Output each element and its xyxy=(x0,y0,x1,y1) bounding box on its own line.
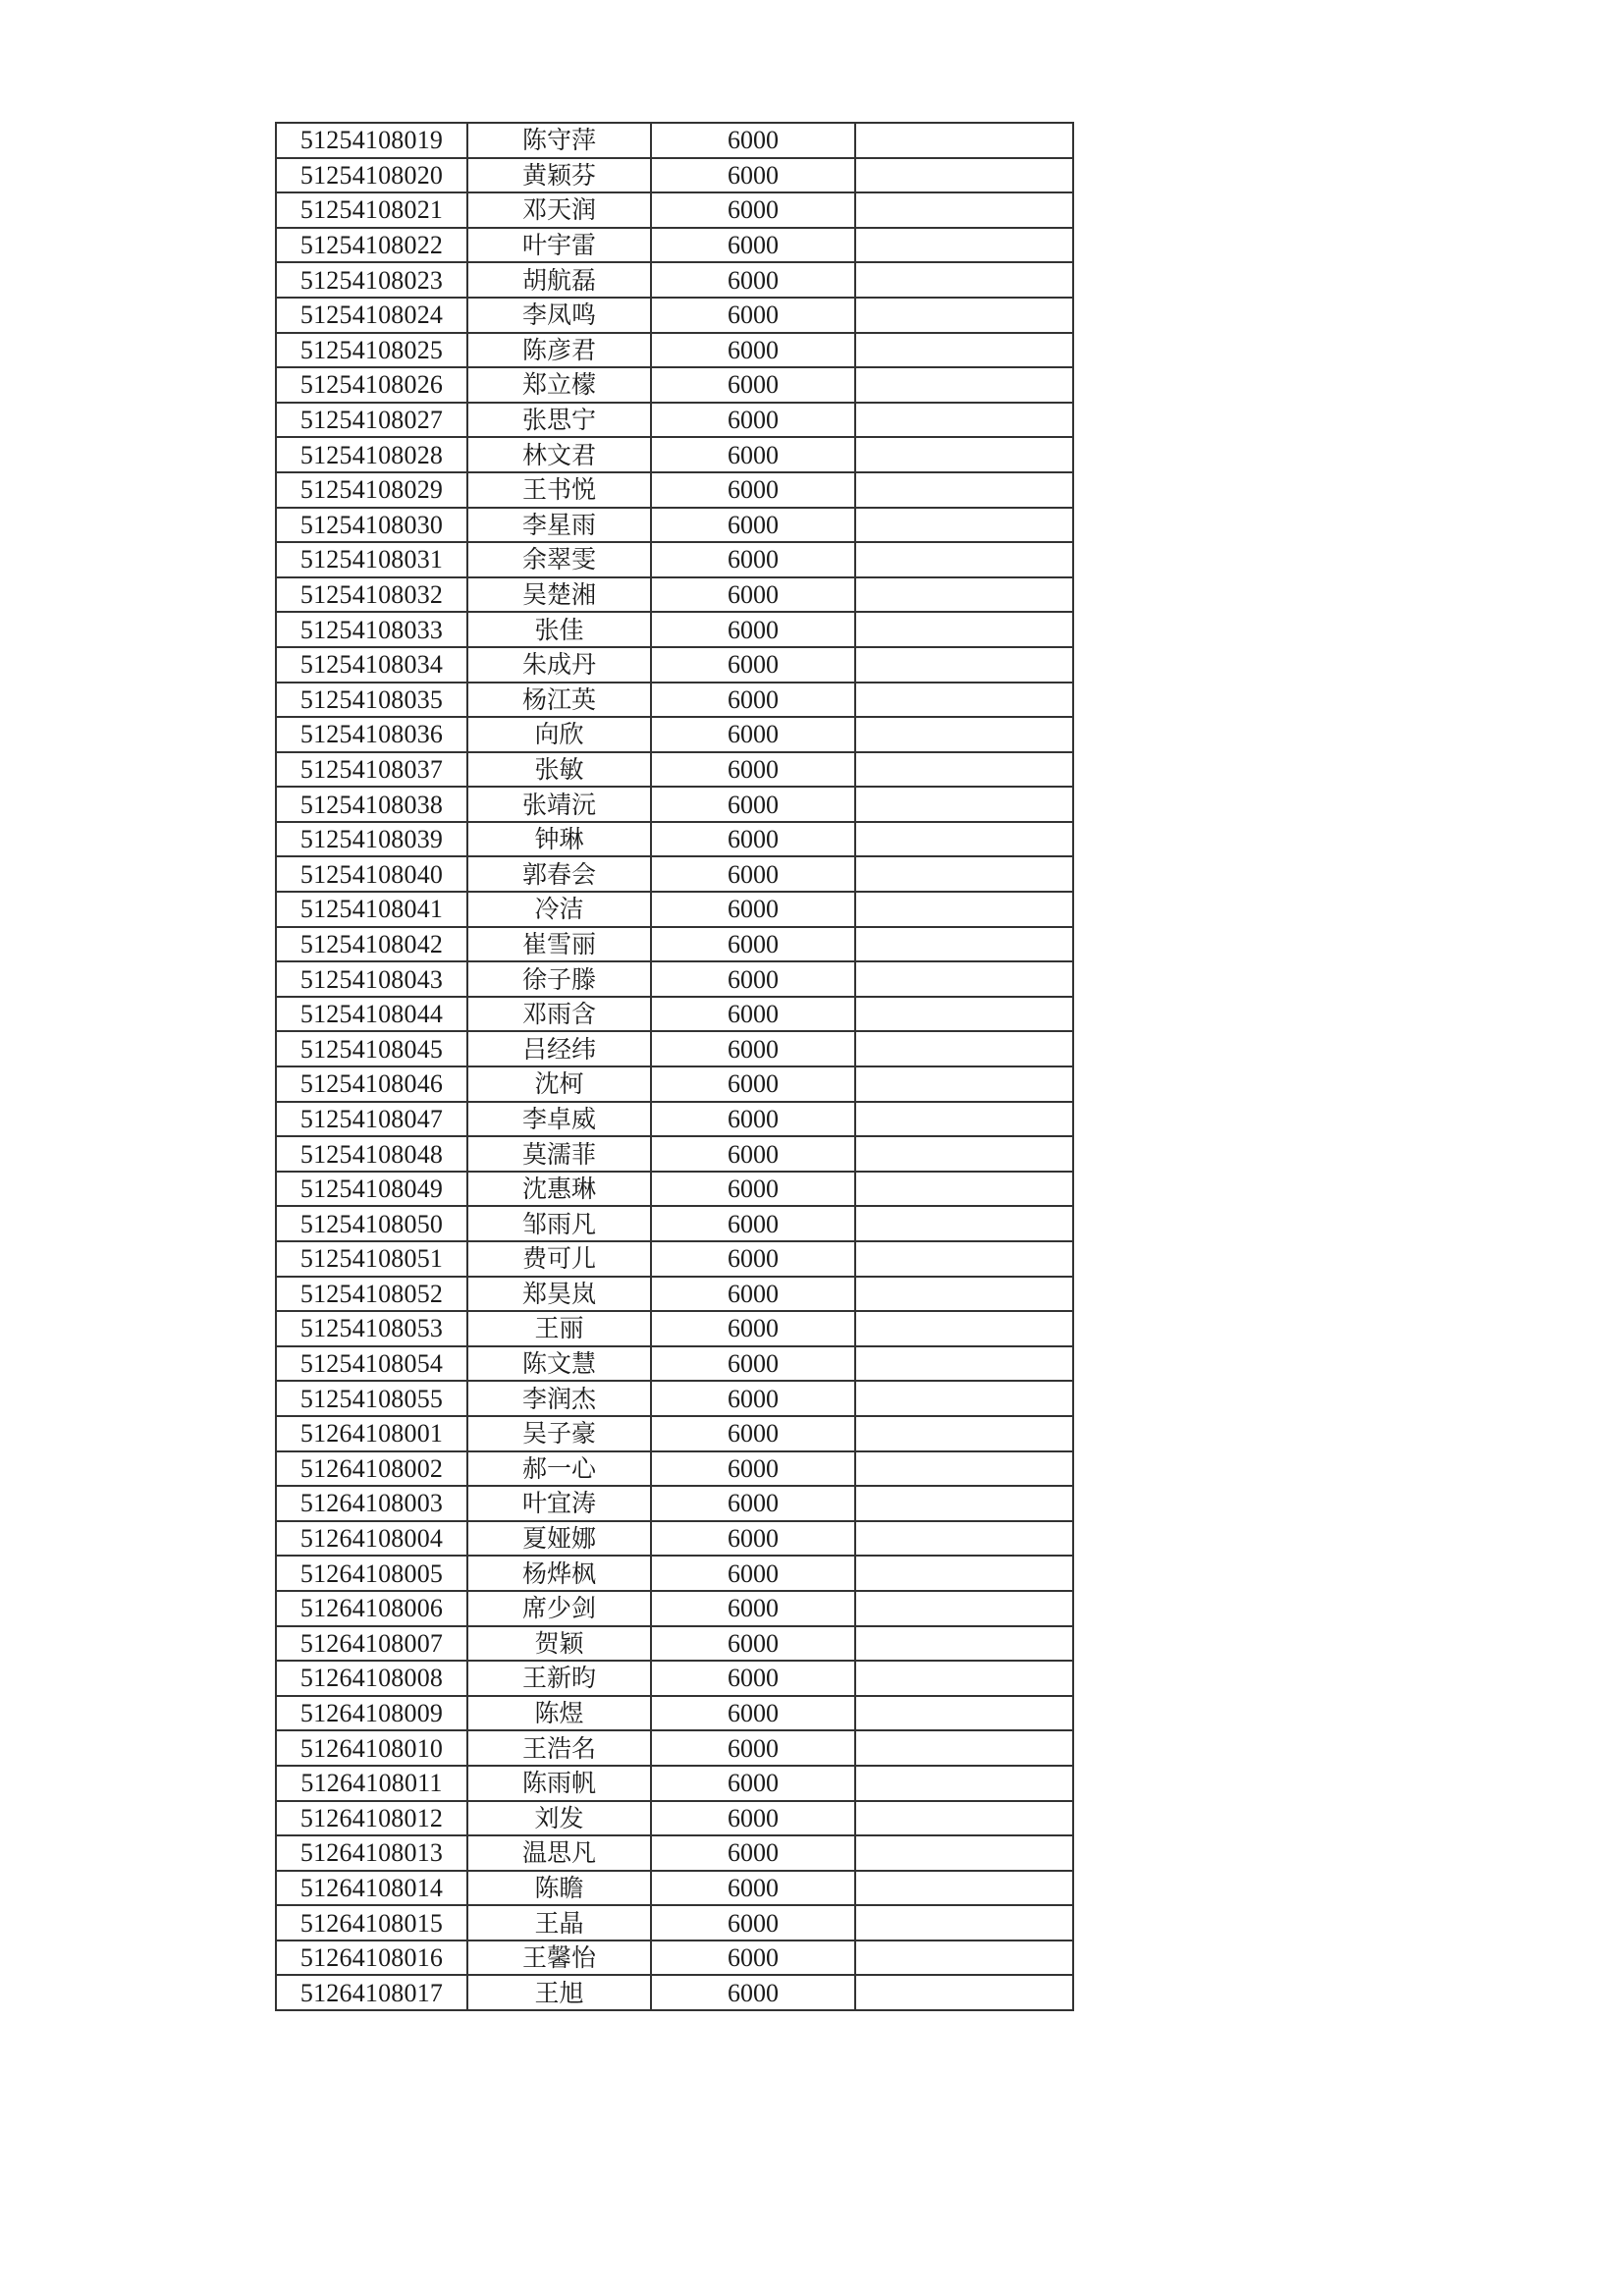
amount-cell: 6000 xyxy=(651,123,855,158)
note-cell xyxy=(855,1136,1073,1172)
note-cell xyxy=(855,612,1073,647)
student-name-cell: 陈煜 xyxy=(467,1696,651,1731)
table-row xyxy=(276,997,1073,1032)
table-row xyxy=(276,403,1073,438)
note-cell xyxy=(855,1801,1073,1836)
note-cell xyxy=(855,367,1073,403)
table-row xyxy=(276,192,1073,228)
amount-cell: 6000 xyxy=(651,1835,855,1871)
note-cell xyxy=(855,123,1073,158)
student-id-cell: 51254108052 xyxy=(276,1277,467,1312)
student-name-cell: 李润杰 xyxy=(467,1381,651,1416)
amount-cell: 6000 xyxy=(651,1172,855,1207)
note-cell xyxy=(855,298,1073,333)
student-id-cell: 51264108005 xyxy=(276,1556,467,1591)
student-name-cell: 向欣 xyxy=(467,717,651,752)
amount-cell: 6000 xyxy=(651,787,855,822)
table-row xyxy=(276,612,1073,647)
amount-cell: 6000 xyxy=(651,1277,855,1312)
student-name-cell: 陈守萍 xyxy=(467,123,651,158)
table-row xyxy=(276,1206,1073,1241)
student-name-cell: 余翠雯 xyxy=(467,542,651,577)
student-name-cell: 邓雨含 xyxy=(467,997,651,1032)
student-name-cell: 叶宇雷 xyxy=(467,228,651,263)
note-cell xyxy=(855,1696,1073,1731)
table-row xyxy=(276,1381,1073,1416)
student-name-cell: 林文君 xyxy=(467,437,651,472)
student-id-cell: 51254108049 xyxy=(276,1172,467,1207)
note-cell xyxy=(855,472,1073,508)
student-id-cell: 51254108050 xyxy=(276,1206,467,1241)
amount-cell: 6000 xyxy=(651,403,855,438)
note-cell xyxy=(855,683,1073,718)
note-cell xyxy=(855,1486,1073,1521)
table-row xyxy=(276,1730,1073,1766)
student-name-cell: 王书悦 xyxy=(467,472,651,508)
table-row xyxy=(276,647,1073,683)
note-cell xyxy=(855,1241,1073,1277)
note-cell xyxy=(855,717,1073,752)
student-name-cell: 王晶 xyxy=(467,1905,651,1941)
amount-cell: 6000 xyxy=(651,1730,855,1766)
student-id-cell: 51254108040 xyxy=(276,856,467,892)
student-name-cell: 费可儿 xyxy=(467,1241,651,1277)
student-name-cell: 陈雨帆 xyxy=(467,1766,651,1801)
table-row xyxy=(276,508,1073,543)
note-cell xyxy=(855,158,1073,193)
student-id-cell: 51254108046 xyxy=(276,1066,467,1102)
student-name-cell: 夏娅娜 xyxy=(467,1521,651,1557)
amount-cell: 6000 xyxy=(651,1766,855,1801)
table-row xyxy=(276,1591,1073,1626)
student-id-cell: 51254108027 xyxy=(276,403,467,438)
note-cell xyxy=(855,228,1073,263)
student-id-cell: 51264108002 xyxy=(276,1451,467,1487)
table-row xyxy=(276,1975,1073,2010)
note-cell xyxy=(855,1311,1073,1346)
note-cell xyxy=(855,1975,1073,2010)
student-id-cell: 51264108004 xyxy=(276,1521,467,1557)
student-id-cell: 51264108001 xyxy=(276,1416,467,1451)
table-row xyxy=(276,1451,1073,1487)
table-row xyxy=(276,228,1073,263)
table-row xyxy=(276,1556,1073,1591)
note-cell xyxy=(855,856,1073,892)
note-cell xyxy=(855,1556,1073,1591)
note-cell xyxy=(855,437,1073,472)
note-cell xyxy=(855,1031,1073,1066)
student-id-cell: 51254108029 xyxy=(276,472,467,508)
student-roster-table xyxy=(275,122,1074,2011)
student-name-cell: 张佳 xyxy=(467,612,651,647)
note-cell xyxy=(855,262,1073,298)
student-name-cell: 邓天润 xyxy=(467,192,651,228)
student-name-cell: 莫濡菲 xyxy=(467,1136,651,1172)
student-id-cell: 51254108041 xyxy=(276,892,467,927)
student-name-cell: 郑昊岚 xyxy=(467,1277,651,1312)
note-cell xyxy=(855,1206,1073,1241)
amount-cell: 6000 xyxy=(651,612,855,647)
student-name-cell: 贺颖 xyxy=(467,1626,651,1662)
amount-cell: 6000 xyxy=(651,577,855,613)
student-id-cell: 51264108015 xyxy=(276,1905,467,1941)
amount-cell: 6000 xyxy=(651,1521,855,1557)
table-row xyxy=(276,927,1073,962)
table-row xyxy=(276,1661,1073,1696)
student-id-cell: 51254108054 xyxy=(276,1346,467,1382)
amount-cell: 6000 xyxy=(651,1031,855,1066)
table-row xyxy=(276,1416,1073,1451)
roster-body xyxy=(276,123,1073,2010)
amount-cell: 6000 xyxy=(651,1136,855,1172)
note-cell xyxy=(855,1941,1073,1976)
student-id-cell: 51254108024 xyxy=(276,298,467,333)
amount-cell: 6000 xyxy=(651,927,855,962)
amount-cell: 6000 xyxy=(651,298,855,333)
amount-cell: 6000 xyxy=(651,647,855,683)
student-name-cell: 冷洁 xyxy=(467,892,651,927)
student-id-cell: 51254108032 xyxy=(276,577,467,613)
note-cell xyxy=(855,1591,1073,1626)
student-id-cell: 51254108026 xyxy=(276,367,467,403)
amount-cell: 6000 xyxy=(651,192,855,228)
note-cell xyxy=(855,997,1073,1032)
amount-cell: 6000 xyxy=(651,1381,855,1416)
table-row xyxy=(276,1066,1073,1102)
student-id-cell: 51264108011 xyxy=(276,1766,467,1801)
amount-cell: 6000 xyxy=(651,508,855,543)
note-cell xyxy=(855,542,1073,577)
amount-cell: 6000 xyxy=(651,1311,855,1346)
student-name-cell: 李卓威 xyxy=(467,1102,651,1137)
amount-cell: 6000 xyxy=(651,822,855,857)
table-row xyxy=(276,752,1073,788)
amount-cell: 6000 xyxy=(651,1451,855,1487)
student-name-cell: 陈彦君 xyxy=(467,333,651,368)
student-name-cell: 朱成丹 xyxy=(467,647,651,683)
amount-cell: 6000 xyxy=(651,1416,855,1451)
note-cell xyxy=(855,1626,1073,1662)
table-row xyxy=(276,1277,1073,1312)
amount-cell: 6000 xyxy=(651,472,855,508)
amount-cell: 6000 xyxy=(651,542,855,577)
table-row xyxy=(276,1905,1073,1941)
student-id-cell: 51254108021 xyxy=(276,192,467,228)
table-row xyxy=(276,1801,1073,1836)
amount-cell: 6000 xyxy=(651,717,855,752)
student-name-cell: 张靖沅 xyxy=(467,787,651,822)
note-cell xyxy=(855,961,1073,997)
student-id-cell: 51254108055 xyxy=(276,1381,467,1416)
student-name-cell: 张思宁 xyxy=(467,403,651,438)
table-row xyxy=(276,262,1073,298)
student-id-cell: 51264108014 xyxy=(276,1871,467,1906)
amount-cell: 6000 xyxy=(651,1975,855,2010)
student-id-cell: 51254108020 xyxy=(276,158,467,193)
amount-cell: 6000 xyxy=(651,158,855,193)
student-name-cell: 黄颖芬 xyxy=(467,158,651,193)
amount-cell: 6000 xyxy=(651,856,855,892)
student-name-cell: 叶宜涛 xyxy=(467,1486,651,1521)
student-name-cell: 吴子豪 xyxy=(467,1416,651,1451)
note-cell xyxy=(855,1346,1073,1382)
student-name-cell: 王浩名 xyxy=(467,1730,651,1766)
amount-cell: 6000 xyxy=(651,997,855,1032)
table-row xyxy=(276,1835,1073,1871)
student-id-cell: 51254108036 xyxy=(276,717,467,752)
table-row xyxy=(276,472,1073,508)
note-cell xyxy=(855,577,1073,613)
student-id-cell: 51254108035 xyxy=(276,683,467,718)
table-row xyxy=(276,1102,1073,1137)
student-name-cell: 张敏 xyxy=(467,752,651,788)
student-name-cell: 郭春会 xyxy=(467,856,651,892)
student-name-cell: 刘发 xyxy=(467,1801,651,1836)
student-name-cell: 徐子滕 xyxy=(467,961,651,997)
student-name-cell: 杨江英 xyxy=(467,683,651,718)
amount-cell: 6000 xyxy=(651,1556,855,1591)
student-id-cell: 51254108044 xyxy=(276,997,467,1032)
table-row xyxy=(276,1172,1073,1207)
student-id-cell: 51254108025 xyxy=(276,333,467,368)
amount-cell: 6000 xyxy=(651,1346,855,1382)
student-name-cell: 崔雪丽 xyxy=(467,927,651,962)
note-cell xyxy=(855,1416,1073,1451)
note-cell xyxy=(855,1835,1073,1871)
note-cell xyxy=(855,1766,1073,1801)
table-row xyxy=(276,1241,1073,1277)
amount-cell: 6000 xyxy=(651,1661,855,1696)
student-id-cell: 51254108038 xyxy=(276,787,467,822)
amount-cell: 6000 xyxy=(651,961,855,997)
table-row xyxy=(276,1486,1073,1521)
amount-cell: 6000 xyxy=(651,262,855,298)
student-id-cell: 51254108051 xyxy=(276,1241,467,1277)
student-id-cell: 51254108019 xyxy=(276,123,467,158)
note-cell xyxy=(855,1730,1073,1766)
student-id-cell: 51254108028 xyxy=(276,437,467,472)
table-row xyxy=(276,892,1073,927)
student-name-cell: 郝一心 xyxy=(467,1451,651,1487)
student-name-cell: 陈文慧 xyxy=(467,1346,651,1382)
table-row xyxy=(276,333,1073,368)
student-name-cell: 郑立檬 xyxy=(467,367,651,403)
student-name-cell: 沈柯 xyxy=(467,1066,651,1102)
note-cell xyxy=(855,1905,1073,1941)
student-id-cell: 51254108039 xyxy=(276,822,467,857)
student-name-cell: 胡航磊 xyxy=(467,262,651,298)
student-id-cell: 51254108042 xyxy=(276,927,467,962)
student-id-cell: 51264108008 xyxy=(276,1661,467,1696)
student-name-cell: 王新昀 xyxy=(467,1661,651,1696)
amount-cell: 6000 xyxy=(651,437,855,472)
amount-cell: 6000 xyxy=(651,1941,855,1976)
table-row xyxy=(276,1136,1073,1172)
student-name-cell: 李星雨 xyxy=(467,508,651,543)
table-row xyxy=(276,856,1073,892)
table-row xyxy=(276,158,1073,193)
student-id-cell: 51264108013 xyxy=(276,1835,467,1871)
amount-cell: 6000 xyxy=(651,1696,855,1731)
amount-cell: 6000 xyxy=(651,1241,855,1277)
student-id-cell: 51254108045 xyxy=(276,1031,467,1066)
note-cell xyxy=(855,1277,1073,1312)
note-cell xyxy=(855,647,1073,683)
table-row xyxy=(276,717,1073,752)
note-cell xyxy=(855,1102,1073,1137)
student-id-cell: 51264108007 xyxy=(276,1626,467,1662)
note-cell xyxy=(855,1172,1073,1207)
note-cell xyxy=(855,927,1073,962)
table-row xyxy=(276,367,1073,403)
student-name-cell: 王馨怡 xyxy=(467,1941,651,1976)
student-id-cell: 51264108009 xyxy=(276,1696,467,1731)
amount-cell: 6000 xyxy=(651,1066,855,1102)
amount-cell: 6000 xyxy=(651,1801,855,1836)
student-id-cell: 51254108022 xyxy=(276,228,467,263)
table-row xyxy=(276,123,1073,158)
table-row xyxy=(276,1626,1073,1662)
table-row xyxy=(276,683,1073,718)
student-name-cell: 吕经纬 xyxy=(467,1031,651,1066)
student-id-cell: 51254108047 xyxy=(276,1102,467,1137)
note-cell xyxy=(855,752,1073,788)
student-id-cell: 51264108010 xyxy=(276,1730,467,1766)
table-row xyxy=(276,437,1073,472)
student-name-cell: 王丽 xyxy=(467,1311,651,1346)
student-name-cell: 席少剑 xyxy=(467,1591,651,1626)
amount-cell: 6000 xyxy=(651,1206,855,1241)
table-row xyxy=(276,542,1073,577)
student-id-cell: 51254108023 xyxy=(276,262,467,298)
student-name-cell: 吴楚湘 xyxy=(467,577,651,613)
student-id-cell: 51254108053 xyxy=(276,1311,467,1346)
table-row xyxy=(276,1871,1073,1906)
student-name-cell: 钟琳 xyxy=(467,822,651,857)
table-row xyxy=(276,1031,1073,1066)
note-cell xyxy=(855,403,1073,438)
note-cell xyxy=(855,892,1073,927)
student-id-cell: 51264108006 xyxy=(276,1591,467,1626)
amount-cell: 6000 xyxy=(651,228,855,263)
note-cell xyxy=(855,1451,1073,1487)
note-cell xyxy=(855,787,1073,822)
note-cell xyxy=(855,1521,1073,1557)
amount-cell: 6000 xyxy=(651,752,855,788)
table-row xyxy=(276,787,1073,822)
amount-cell: 6000 xyxy=(651,1102,855,1137)
note-cell xyxy=(855,1661,1073,1696)
table-row xyxy=(276,1696,1073,1731)
student-name-cell: 温思凡 xyxy=(467,1835,651,1871)
table-row xyxy=(276,577,1073,613)
amount-cell: 6000 xyxy=(651,1626,855,1662)
amount-cell: 6000 xyxy=(651,1591,855,1626)
student-id-cell: 51264108016 xyxy=(276,1941,467,1976)
table-row xyxy=(276,961,1073,997)
table-row xyxy=(276,298,1073,333)
student-id-cell: 51254108037 xyxy=(276,752,467,788)
student-id-cell: 51254108043 xyxy=(276,961,467,997)
student-name-cell: 沈惠琳 xyxy=(467,1172,651,1207)
note-cell xyxy=(855,1381,1073,1416)
note-cell xyxy=(855,333,1073,368)
student-name-cell: 李凤鸣 xyxy=(467,298,651,333)
table-row xyxy=(276,1346,1073,1382)
student-id-cell: 51254108030 xyxy=(276,508,467,543)
student-id-cell: 51264108017 xyxy=(276,1975,467,2010)
amount-cell: 6000 xyxy=(651,1871,855,1906)
amount-cell: 6000 xyxy=(651,1486,855,1521)
student-name-cell: 杨烨枫 xyxy=(467,1556,651,1591)
amount-cell: 6000 xyxy=(651,683,855,718)
amount-cell: 6000 xyxy=(651,1905,855,1941)
student-name-cell: 邹雨凡 xyxy=(467,1206,651,1241)
table-row xyxy=(276,1766,1073,1801)
student-name-cell: 陈瞻 xyxy=(467,1871,651,1906)
table-row xyxy=(276,1941,1073,1976)
student-id-cell: 51254108034 xyxy=(276,647,467,683)
student-id-cell: 51254108031 xyxy=(276,542,467,577)
note-cell xyxy=(855,1871,1073,1906)
note-cell xyxy=(855,822,1073,857)
amount-cell: 6000 xyxy=(651,367,855,403)
student-id-cell: 51254108048 xyxy=(276,1136,467,1172)
note-cell xyxy=(855,192,1073,228)
table-row xyxy=(276,822,1073,857)
student-id-cell: 51254108033 xyxy=(276,612,467,647)
student-name-cell: 王旭 xyxy=(467,1975,651,2010)
table-row xyxy=(276,1311,1073,1346)
student-id-cell: 51264108003 xyxy=(276,1486,467,1521)
student-id-cell: 51264108012 xyxy=(276,1801,467,1836)
amount-cell: 6000 xyxy=(651,333,855,368)
note-cell xyxy=(855,1066,1073,1102)
amount-cell: 6000 xyxy=(651,892,855,927)
note-cell xyxy=(855,508,1073,543)
table-row xyxy=(276,1521,1073,1557)
